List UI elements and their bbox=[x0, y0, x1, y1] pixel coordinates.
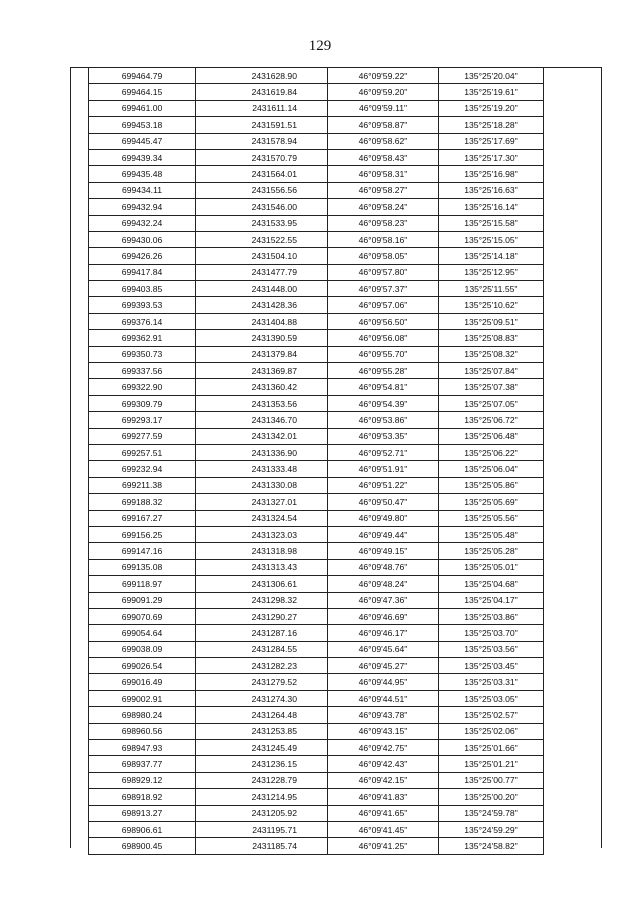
longitude-cell: 135°25'10.62" bbox=[439, 297, 544, 313]
y-coordinate-cell: 2431290.27 bbox=[196, 608, 328, 624]
y-coordinate-cell: 2431591.51 bbox=[196, 117, 328, 133]
x-coordinate-cell: 699393.53 bbox=[89, 297, 196, 313]
empty-cell bbox=[544, 166, 603, 182]
latitude-cell: 46°09'58.24" bbox=[328, 199, 439, 215]
longitude-cell: 135°25'16.98" bbox=[439, 166, 544, 182]
y-coordinate-cell: 2431578.94 bbox=[196, 133, 328, 149]
latitude-cell: 46°09'57.80" bbox=[328, 264, 439, 280]
longitude-cell: 135°25'03.45" bbox=[439, 658, 544, 674]
latitude-cell: 46°09'58.23" bbox=[328, 215, 439, 231]
empty-cell bbox=[544, 297, 603, 313]
page-number: 129 bbox=[308, 38, 332, 54]
y-coordinate-cell: 2431533.95 bbox=[196, 215, 328, 231]
x-coordinate-cell: 699277.59 bbox=[89, 428, 196, 444]
empty-cell bbox=[544, 117, 603, 133]
coordinates-table-body bbox=[89, 68, 603, 855]
x-coordinate-cell: 698980.24 bbox=[89, 707, 196, 723]
y-coordinate-cell: 2431353.56 bbox=[196, 395, 328, 411]
y-coordinate-cell: 2431346.70 bbox=[196, 412, 328, 428]
longitude-cell: 135°25'17.30" bbox=[439, 149, 544, 165]
longitude-cell: 135°25'12.95" bbox=[439, 264, 544, 280]
latitude-cell: 46°09'58.62" bbox=[328, 133, 439, 149]
y-coordinate-cell: 2431228.79 bbox=[196, 772, 328, 788]
latitude-cell: 46°09'58.43" bbox=[328, 149, 439, 165]
table-row bbox=[89, 313, 603, 329]
empty-cell bbox=[544, 510, 603, 526]
latitude-cell: 46°09'45.27" bbox=[328, 658, 439, 674]
longitude-cell: 135°25'15.05" bbox=[439, 231, 544, 247]
latitude-cell: 46°09'41.65" bbox=[328, 805, 439, 821]
table-row bbox=[89, 838, 603, 854]
longitude-cell: 135°24'59.78" bbox=[439, 805, 544, 821]
latitude-cell: 46°09'52.71" bbox=[328, 444, 439, 460]
y-coordinate-cell: 2431245.49 bbox=[196, 740, 328, 756]
y-coordinate-cell: 2431342.01 bbox=[196, 428, 328, 444]
y-coordinate-cell: 2431318.98 bbox=[196, 543, 328, 559]
y-coordinate-cell: 2431570.79 bbox=[196, 149, 328, 165]
latitude-cell: 46°09'55.70" bbox=[328, 346, 439, 362]
x-coordinate-cell: 698918.92 bbox=[89, 789, 196, 805]
longitude-cell: 135°25'00.77" bbox=[439, 772, 544, 788]
empty-cell bbox=[544, 444, 603, 460]
longitude-cell: 135°25'19.20" bbox=[439, 100, 544, 116]
longitude-cell: 135°25'20.04" bbox=[439, 68, 544, 84]
latitude-cell: 46°09'42.43" bbox=[328, 756, 439, 772]
y-coordinate-cell: 2431504.10 bbox=[196, 248, 328, 264]
x-coordinate-cell: 699426.26 bbox=[89, 248, 196, 264]
table-row bbox=[89, 477, 603, 493]
x-coordinate-cell: 699337.56 bbox=[89, 363, 196, 379]
y-coordinate-cell: 2431428.36 bbox=[196, 297, 328, 313]
x-coordinate-cell: 699038.09 bbox=[89, 641, 196, 657]
table-row bbox=[89, 690, 603, 706]
x-coordinate-cell: 698937.77 bbox=[89, 756, 196, 772]
empty-cell bbox=[544, 428, 603, 444]
y-coordinate-cell: 2431404.88 bbox=[196, 313, 328, 329]
table-row bbox=[89, 199, 603, 215]
x-coordinate-cell: 699147.16 bbox=[89, 543, 196, 559]
table-row bbox=[89, 461, 603, 477]
y-coordinate-cell: 2431564.01 bbox=[196, 166, 328, 182]
y-coordinate-cell: 2431628.90 bbox=[196, 68, 328, 84]
empty-cell bbox=[544, 199, 603, 215]
empty-cell bbox=[544, 821, 603, 837]
latitude-cell: 46°09'44.51" bbox=[328, 690, 439, 706]
longitude-cell: 135°25'07.05" bbox=[439, 395, 544, 411]
table-row bbox=[89, 166, 603, 182]
table-row bbox=[89, 264, 603, 280]
y-coordinate-cell: 2431546.00 bbox=[196, 199, 328, 215]
latitude-cell: 46°09'57.06" bbox=[328, 297, 439, 313]
longitude-cell: 135°25'17.69" bbox=[439, 133, 544, 149]
y-coordinate-cell: 2431477.79 bbox=[196, 264, 328, 280]
latitude-cell: 46°09'59.20" bbox=[328, 84, 439, 100]
empty-cell bbox=[544, 526, 603, 542]
latitude-cell: 46°09'41.25" bbox=[328, 838, 439, 854]
latitude-cell: 46°09'49.15" bbox=[328, 543, 439, 559]
x-coordinate-cell: 698900.45 bbox=[89, 838, 196, 854]
y-coordinate-cell: 2431306.61 bbox=[196, 576, 328, 592]
table-row bbox=[89, 215, 603, 231]
empty-cell bbox=[544, 379, 603, 395]
longitude-cell: 135°25'05.28" bbox=[439, 543, 544, 559]
longitude-cell: 135°25'05.01" bbox=[439, 559, 544, 575]
y-coordinate-cell: 2431287.16 bbox=[196, 625, 328, 641]
table-row bbox=[89, 510, 603, 526]
x-coordinate-cell: 699070.69 bbox=[89, 608, 196, 624]
latitude-cell: 46°09'48.76" bbox=[328, 559, 439, 575]
x-coordinate-cell: 699002.91 bbox=[89, 690, 196, 706]
empty-cell bbox=[544, 658, 603, 674]
latitude-cell: 46°09'59.11" bbox=[328, 100, 439, 116]
x-coordinate-cell: 699445.47 bbox=[89, 133, 196, 149]
x-coordinate-cell: 699232.94 bbox=[89, 461, 196, 477]
empty-cell bbox=[544, 641, 603, 657]
latitude-cell: 46°09'48.24" bbox=[328, 576, 439, 592]
table-row bbox=[89, 84, 603, 100]
table-row bbox=[89, 526, 603, 542]
x-coordinate-cell: 699211.38 bbox=[89, 477, 196, 493]
table-row bbox=[89, 444, 603, 460]
table-row bbox=[89, 625, 603, 641]
x-coordinate-cell: 699376.14 bbox=[89, 313, 196, 329]
y-coordinate-cell: 2431336.90 bbox=[196, 444, 328, 460]
table-row bbox=[89, 133, 603, 149]
longitude-cell: 135°25'06.22" bbox=[439, 444, 544, 460]
latitude-cell: 46°09'59.22" bbox=[328, 68, 439, 84]
longitude-cell: 135°25'16.63" bbox=[439, 182, 544, 198]
longitude-cell: 135°25'03.05" bbox=[439, 690, 544, 706]
empty-cell bbox=[544, 330, 603, 346]
latitude-cell: 46°09'53.35" bbox=[328, 428, 439, 444]
y-coordinate-cell: 2431279.52 bbox=[196, 674, 328, 690]
latitude-cell: 46°09'53.86" bbox=[328, 412, 439, 428]
x-coordinate-cell: 699432.24 bbox=[89, 215, 196, 231]
empty-cell bbox=[544, 494, 603, 510]
table-row bbox=[89, 821, 603, 837]
empty-cell bbox=[544, 149, 603, 165]
empty-cell bbox=[544, 182, 603, 198]
y-coordinate-cell: 2431274.30 bbox=[196, 690, 328, 706]
y-coordinate-cell: 2431313.43 bbox=[196, 559, 328, 575]
y-coordinate-cell: 2431284.55 bbox=[196, 641, 328, 657]
longitude-cell: 135°25'03.86" bbox=[439, 608, 544, 624]
latitude-cell: 46°09'44.95" bbox=[328, 674, 439, 690]
x-coordinate-cell: 699453.18 bbox=[89, 117, 196, 133]
longitude-cell: 135°25'01.21" bbox=[439, 756, 544, 772]
x-coordinate-cell: 699461.00 bbox=[89, 100, 196, 116]
empty-cell bbox=[544, 412, 603, 428]
y-coordinate-cell: 2431324.54 bbox=[196, 510, 328, 526]
latitude-cell: 46°09'58.05" bbox=[328, 248, 439, 264]
table-row bbox=[89, 576, 603, 592]
empty-cell bbox=[544, 461, 603, 477]
table-row bbox=[89, 412, 603, 428]
y-coordinate-cell: 2431185.74 bbox=[196, 838, 328, 854]
longitude-cell: 135°25'07.84" bbox=[439, 363, 544, 379]
latitude-cell: 46°09'51.91" bbox=[328, 461, 439, 477]
longitude-cell: 135°25'08.32" bbox=[439, 346, 544, 362]
longitude-cell: 135°25'15.58" bbox=[439, 215, 544, 231]
table-row bbox=[89, 772, 603, 788]
y-coordinate-cell: 2431264.48 bbox=[196, 707, 328, 723]
latitude-cell: 46°09'58.27" bbox=[328, 182, 439, 198]
y-coordinate-cell: 2431611.14 bbox=[196, 100, 328, 116]
empty-cell bbox=[544, 248, 603, 264]
latitude-cell: 46°09'50.47" bbox=[328, 494, 439, 510]
latitude-cell: 46°09'55.28" bbox=[328, 363, 439, 379]
empty-cell bbox=[544, 543, 603, 559]
x-coordinate-cell: 699257.51 bbox=[89, 444, 196, 460]
longitude-cell: 135°25'06.48" bbox=[439, 428, 544, 444]
x-coordinate-cell: 699430.06 bbox=[89, 231, 196, 247]
latitude-cell: 46°09'58.16" bbox=[328, 231, 439, 247]
table-row bbox=[89, 707, 603, 723]
table-row bbox=[89, 281, 603, 297]
x-coordinate-cell: 699016.49 bbox=[89, 674, 196, 690]
longitude-cell: 135°25'05.48" bbox=[439, 526, 544, 542]
empty-cell bbox=[544, 281, 603, 297]
x-coordinate-cell: 699293.17 bbox=[89, 412, 196, 428]
empty-cell bbox=[544, 690, 603, 706]
longitude-cell: 135°25'16.14" bbox=[439, 199, 544, 215]
empty-cell bbox=[544, 215, 603, 231]
empty-cell bbox=[544, 133, 603, 149]
x-coordinate-cell: 699362.91 bbox=[89, 330, 196, 346]
table-row bbox=[89, 641, 603, 657]
empty-cell bbox=[544, 772, 603, 788]
x-coordinate-cell: 699026.54 bbox=[89, 658, 196, 674]
table-row bbox=[89, 100, 603, 116]
empty-cell bbox=[544, 100, 603, 116]
latitude-cell: 46°09'57.37" bbox=[328, 281, 439, 297]
latitude-cell: 46°09'43.15" bbox=[328, 723, 439, 739]
y-coordinate-cell: 2431253.85 bbox=[196, 723, 328, 739]
longitude-cell: 135°25'05.69" bbox=[439, 494, 544, 510]
table-row bbox=[89, 592, 603, 608]
table-row bbox=[89, 543, 603, 559]
latitude-cell: 46°09'47.36" bbox=[328, 592, 439, 608]
y-coordinate-cell: 2431333.48 bbox=[196, 461, 328, 477]
y-coordinate-cell: 2431205.92 bbox=[196, 805, 328, 821]
longitude-cell: 135°25'14.18" bbox=[439, 248, 544, 264]
empty-cell bbox=[544, 789, 603, 805]
longitude-cell: 135°25'06.72" bbox=[439, 412, 544, 428]
latitude-cell: 46°09'54.39" bbox=[328, 395, 439, 411]
empty-cell bbox=[544, 674, 603, 690]
latitude-cell: 46°09'54.81" bbox=[328, 379, 439, 395]
table-row bbox=[89, 346, 603, 362]
longitude-cell: 135°25'06.04" bbox=[439, 461, 544, 477]
longitude-cell: 135°25'09.51" bbox=[439, 313, 544, 329]
x-coordinate-cell: 699156.25 bbox=[89, 526, 196, 542]
y-coordinate-cell: 2431327.01 bbox=[196, 494, 328, 510]
table-row bbox=[89, 231, 603, 247]
table-row bbox=[89, 149, 603, 165]
table-row bbox=[89, 789, 603, 805]
x-coordinate-cell: 698947.93 bbox=[89, 740, 196, 756]
y-coordinate-cell: 2431522.55 bbox=[196, 231, 328, 247]
longitude-cell: 135°25'11.55" bbox=[439, 281, 544, 297]
empty-cell bbox=[544, 477, 603, 493]
longitude-cell: 135°25'03.31" bbox=[439, 674, 544, 690]
x-coordinate-cell: 699403.85 bbox=[89, 281, 196, 297]
latitude-cell: 46°09'58.31" bbox=[328, 166, 439, 182]
longitude-cell: 135°25'02.06" bbox=[439, 723, 544, 739]
table-row bbox=[89, 379, 603, 395]
longitude-cell: 135°25'04.17" bbox=[439, 592, 544, 608]
x-coordinate-cell: 699309.79 bbox=[89, 395, 196, 411]
x-coordinate-cell: 699435.48 bbox=[89, 166, 196, 182]
y-coordinate-cell: 2431236.15 bbox=[196, 756, 328, 772]
y-coordinate-cell: 2431360.42 bbox=[196, 379, 328, 395]
table-row bbox=[89, 494, 603, 510]
table-row bbox=[89, 740, 603, 756]
longitude-cell: 135°25'05.56" bbox=[439, 510, 544, 526]
y-coordinate-cell: 2431556.56 bbox=[196, 182, 328, 198]
table-row bbox=[89, 297, 603, 313]
table-row bbox=[89, 330, 603, 346]
x-coordinate-cell: 698913.27 bbox=[89, 805, 196, 821]
table-row bbox=[89, 658, 603, 674]
latitude-cell: 46°09'56.50" bbox=[328, 313, 439, 329]
empty-cell bbox=[544, 68, 603, 84]
table-row bbox=[89, 559, 603, 575]
x-coordinate-cell: 699432.94 bbox=[89, 199, 196, 215]
y-coordinate-cell: 2431195.71 bbox=[196, 821, 328, 837]
y-coordinate-cell: 2431330.08 bbox=[196, 477, 328, 493]
y-coordinate-cell: 2431214.95 bbox=[196, 789, 328, 805]
table-row bbox=[89, 182, 603, 198]
table-row bbox=[89, 674, 603, 690]
x-coordinate-cell: 699464.79 bbox=[89, 68, 196, 84]
y-coordinate-cell: 2431369.87 bbox=[196, 363, 328, 379]
x-coordinate-cell: 699434.11 bbox=[89, 182, 196, 198]
longitude-cell: 135°25'02.57" bbox=[439, 707, 544, 723]
table-row bbox=[89, 756, 603, 772]
latitude-cell: 46°09'42.15" bbox=[328, 772, 439, 788]
x-coordinate-cell: 699167.27 bbox=[89, 510, 196, 526]
empty-cell bbox=[544, 625, 603, 641]
longitude-cell: 135°25'19.61" bbox=[439, 84, 544, 100]
empty-cell bbox=[544, 363, 603, 379]
empty-cell bbox=[544, 707, 603, 723]
empty-cell bbox=[544, 346, 603, 362]
empty-cell bbox=[544, 592, 603, 608]
table-row bbox=[89, 68, 603, 84]
x-coordinate-cell: 699439.34 bbox=[89, 149, 196, 165]
longitude-cell: 135°25'18.28" bbox=[439, 117, 544, 133]
empty-cell bbox=[544, 264, 603, 280]
x-coordinate-cell: 699135.08 bbox=[89, 559, 196, 575]
y-coordinate-cell: 2431298.32 bbox=[196, 592, 328, 608]
longitude-cell: 135°25'04.68" bbox=[439, 576, 544, 592]
x-coordinate-cell: 699091.29 bbox=[89, 592, 196, 608]
longitude-cell: 135°25'05.86" bbox=[439, 477, 544, 493]
y-coordinate-cell: 2431619.84 bbox=[196, 84, 328, 100]
x-coordinate-cell: 699322.90 bbox=[89, 379, 196, 395]
x-coordinate-cell: 699054.64 bbox=[89, 625, 196, 641]
x-coordinate-cell: 699118.97 bbox=[89, 576, 196, 592]
latitude-cell: 46°09'56.08" bbox=[328, 330, 439, 346]
latitude-cell: 46°09'46.17" bbox=[328, 625, 439, 641]
latitude-cell: 46°09'46.69" bbox=[328, 608, 439, 624]
y-coordinate-cell: 2431323.03 bbox=[196, 526, 328, 542]
longitude-cell: 135°25'07.38" bbox=[439, 379, 544, 395]
latitude-cell: 46°09'51.22" bbox=[328, 477, 439, 493]
x-coordinate-cell: 698960.56 bbox=[89, 723, 196, 739]
table-row bbox=[89, 428, 603, 444]
latitude-cell: 46°09'49.80" bbox=[328, 510, 439, 526]
table-row bbox=[89, 248, 603, 264]
table-row bbox=[89, 608, 603, 624]
table-row bbox=[89, 117, 603, 133]
latitude-cell: 46°09'49.44" bbox=[328, 526, 439, 542]
longitude-cell: 135°25'03.70" bbox=[439, 625, 544, 641]
latitude-cell: 46°09'41.83" bbox=[328, 789, 439, 805]
latitude-cell: 46°09'41.45" bbox=[328, 821, 439, 837]
empty-cell bbox=[544, 84, 603, 100]
empty-cell bbox=[544, 395, 603, 411]
empty-cell bbox=[544, 838, 603, 854]
y-coordinate-cell: 2431448.00 bbox=[196, 281, 328, 297]
longitude-cell: 135°24'59.29" bbox=[439, 821, 544, 837]
empty-cell bbox=[544, 559, 603, 575]
empty-cell bbox=[544, 805, 603, 821]
empty-cell bbox=[544, 231, 603, 247]
table-row bbox=[89, 395, 603, 411]
x-coordinate-cell: 698929.12 bbox=[89, 772, 196, 788]
longitude-cell: 135°25'03.56" bbox=[439, 641, 544, 657]
empty-cell bbox=[544, 756, 603, 772]
longitude-cell: 135°25'08.83" bbox=[439, 330, 544, 346]
coordinates-table bbox=[88, 67, 602, 855]
y-coordinate-cell: 2431390.59 bbox=[196, 330, 328, 346]
latitude-cell: 46°09'45.64" bbox=[328, 641, 439, 657]
table-row bbox=[89, 723, 603, 739]
empty-cell bbox=[544, 740, 603, 756]
empty-cell bbox=[544, 723, 603, 739]
empty-cell bbox=[544, 576, 603, 592]
x-coordinate-cell: 699464.15 bbox=[89, 84, 196, 100]
y-coordinate-cell: 2431379.84 bbox=[196, 346, 328, 362]
x-coordinate-cell: 698906.61 bbox=[89, 821, 196, 837]
x-coordinate-cell: 699188.32 bbox=[89, 494, 196, 510]
latitude-cell: 46°09'58.87" bbox=[328, 117, 439, 133]
longitude-cell: 135°25'00.20" bbox=[439, 789, 544, 805]
latitude-cell: 46°09'42.75" bbox=[328, 740, 439, 756]
y-coordinate-cell: 2431282.23 bbox=[196, 658, 328, 674]
x-coordinate-cell: 699350.73 bbox=[89, 346, 196, 362]
latitude-cell: 46°09'43.78" bbox=[328, 707, 439, 723]
table-row bbox=[89, 363, 603, 379]
longitude-cell: 135°24'58.82" bbox=[439, 838, 544, 854]
empty-cell bbox=[544, 608, 603, 624]
longitude-cell: 135°25'01.66" bbox=[439, 740, 544, 756]
empty-cell bbox=[544, 313, 603, 329]
table-row bbox=[89, 805, 603, 821]
x-coordinate-cell: 699417.84 bbox=[89, 264, 196, 280]
